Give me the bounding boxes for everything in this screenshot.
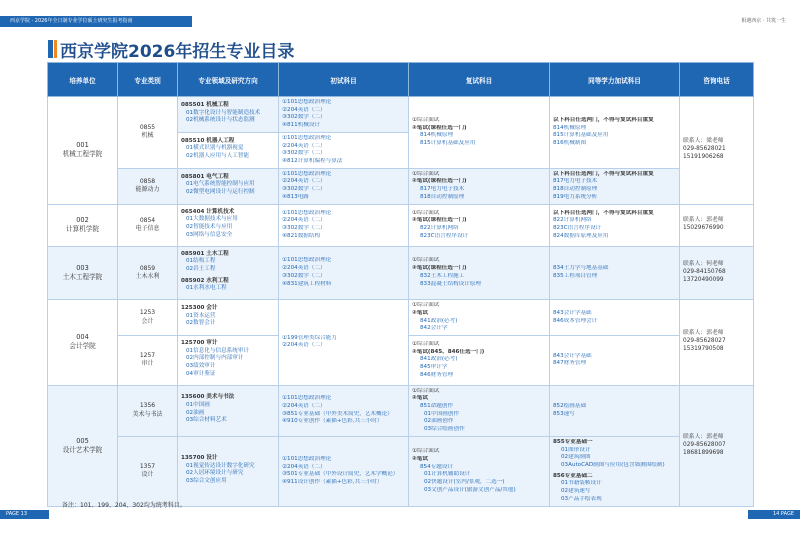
col-header-exam1: 初试科目 — [279, 63, 409, 97]
unit-cell: 002 计算机学院 — [48, 204, 118, 246]
title-accent-orange — [54, 40, 57, 58]
category-cell: 1253 会计 — [118, 300, 178, 336]
exam2-cell: ①综合面试 ②笔试(课程任选一门) 817电力电子技术 818自动控制原理 — [409, 168, 550, 204]
exam2-cell: ①综合面试 ②笔试(845、846任选一门) 841政治(必考) 845审计学 846财务管理 — [409, 335, 550, 385]
table-row — [48, 97, 754, 133]
col-header-contact: 咨询电话 — [680, 63, 754, 97]
equivalent-cell: 以下科目任选两门，不得与复试科目重复 817电力电子技术 818自动控制原理 819电力系统分析 — [550, 168, 680, 204]
exam2-cell: ①综合面试 ②笔试(课程任选一门) 822计算机网络 823C语言程序设计 — [409, 204, 550, 246]
field-cell: 085510 机器人工程 01横式识别与机器视觉 02机器人应用与人工智能 — [178, 132, 279, 168]
exam1-cell: ①101思想政治理论 ②204英语（二） ③851专业基础（中外美术简史，艺术概论） ④910专业创作（素描+色彩,共三小时） — [279, 385, 409, 436]
page-title: 西京学院2026年招生专业目录 — [60, 42, 295, 62]
contact-cell: 联系人：何老师 029-84150768 13720490099 — [680, 246, 754, 300]
contact-cell: 联系人：梁老师 029-85628021 15191906268 — [680, 97, 754, 205]
category-cell: 1356 美术与书法 — [118, 385, 178, 436]
field-cell: 125300 会计 01资本运营 02数智会计 — [178, 300, 279, 336]
table-row — [48, 246, 754, 300]
exam2-cell: ①综合面试 ②笔试(课程任选一门) 814机械原理 815计算机基础及应用 — [409, 97, 550, 169]
col-header-exam2: 复试科目 — [409, 63, 550, 97]
unit-cell: 003 土木工程学院 — [48, 246, 118, 300]
field-cell: 085901 土木工程 01结构工程 02岩土工程 085902 水利工程 01水利水电工程 — [178, 246, 279, 300]
header-left: 西京学院 · 2026年全日制专业学位硕士研究生报考指南 — [0, 16, 192, 27]
exam1-cell: ①101思想政治理论 ②204英语（二） ③302数学（二） ④811机械设计 — [279, 97, 409, 133]
equivalent-cell: 852绘画基础 853速写 — [550, 385, 680, 436]
equivalent-cell: 以下科目任选两门，不得与复试科目重复 822计算机网络 823C语言程序设计 824数据库原理及应用 — [550, 204, 680, 246]
category-cell: 1357 设计 — [118, 436, 178, 506]
exam2-cell: ①综合面试 ②笔试(课程任选一门) 832土木工程施工 833混凝土结构设计原理 — [409, 246, 550, 300]
table-header-row — [48, 63, 754, 97]
unit-cell: 001 机械工程学院 — [48, 97, 118, 205]
unit-cell: 005 设计艺术学院 — [48, 385, 118, 506]
page-number-left: PAGE 13 — [0, 510, 49, 519]
field-cell: 135700 设计 01视觉传达设计数字化研究 02人居环境设计与研究 03综合文创应用 — [178, 436, 279, 506]
contact-cell: 联系人：郭老师 029-85628007 18681899698 — [680, 385, 754, 506]
contact-cell: 联系人：郭老师 029-85628027 15319790508 — [680, 300, 754, 385]
field-cell: 065404 计算机技术 01大数据技术与应用 02智能技术与应用 03网络与信息安全 — [178, 204, 279, 246]
page-number-right: 14 PAGE — [748, 510, 800, 519]
header-right: 相遇西京 · 共筑一生 — [741, 18, 786, 24]
exam2-cell: ①综合面试 ②笔试 854专题设计 01计算机辅助设计 02快题设计(室内/景观，二选一) 03文创产品设计(旅游文创产品/其他) — [409, 436, 550, 506]
equivalent-cell: 855专业基础一 01图形设计 02建筑制图 03AutoCAD制图与应用(包含墙测围绘制) 856专业基础二 01书籍装帧设计 02建筑速写 03产品手绘表现 — [550, 436, 680, 506]
field-cell: 125700 审计 01信息化与信息系统审计 02内部控制与内部审计 03绩效审计 04审计鉴证 — [178, 335, 279, 385]
equivalent-cell: 以下科目任选两门，不得与复试科目重复 814机械原理 815计算机基础及应用 816机械制图 — [550, 97, 680, 169]
col-header-category: 专业类别 — [118, 63, 178, 97]
field-cell: 135600 美术与书法 01中国画 02油画 03综合材料艺术 — [178, 385, 279, 436]
exam1-cell: ①101思想政治理论 ②204英语（二） ③302数学（二） ④812计算机编程与算法 — [279, 132, 409, 168]
table-row — [48, 436, 754, 506]
exam1-cell: ①101思想政治理论 ②204英语（二） ③302数学（二） ④821数据结构 — [279, 204, 409, 246]
exam1-cell: ①101思想政治理论 ②204英语（二） ③302数学（二） ④831建筑工程材料 — [279, 246, 409, 300]
col-header-field: 专业领域及研究方向 — [178, 63, 279, 97]
exam1-cell: ①199管理类综合能力 ②204英语（二） — [279, 300, 409, 385]
unit-cell: 004 会计学院 — [48, 300, 118, 385]
table-row — [48, 300, 754, 336]
contact-cell: 联系人：郭老师 15029676990 — [680, 204, 754, 246]
category-cell: 1257 审计 — [118, 335, 178, 385]
table-row — [48, 168, 754, 204]
equivalent-cell: 843会计学基础 847财务管理 — [550, 335, 680, 385]
col-header-unit: 培养单位 — [48, 63, 118, 97]
exam2-cell: ①综合面试 ②笔试 841政治(必考) 842会计学 — [409, 300, 550, 336]
title-accent-blue — [48, 40, 53, 58]
equivalent-cell: 843会计学基础 846成本管理会计 — [550, 300, 680, 336]
exam2-cell: ①综合面试 ②笔试 851命题创作 01中国画创作 02油画创作 03综合绘画创作 — [409, 385, 550, 436]
footnote: 备注：101、199、204、302均为统考科目。 — [62, 502, 186, 509]
category-cell: 0855 机械 — [118, 97, 178, 169]
table-row — [48, 204, 754, 246]
equivalent-cell: 834土力学与地基基础 835工程项目管理 — [550, 246, 680, 300]
exam1-cell: ①101思想政治理论 ②204英语（二） ③302数学（二） ④813电路 — [279, 168, 409, 204]
category-cell: 0859 土木水利 — [118, 246, 178, 300]
field-cell: 085801 电气工程 01电气系统智能控制与应用 02微型电网设计与运行控制 — [178, 168, 279, 204]
table-row — [48, 385, 754, 436]
category-cell: 0858 能源动力 — [118, 168, 178, 204]
exam1-cell: ①101思想政治理论 ②204英语（二） ③501专业基础（中外设计简史，艺术学概论） ④911设计创作（素描+色彩,共三小时） — [279, 436, 409, 506]
category-cell: 0854 电子信息 — [118, 204, 178, 246]
catalog-table — [47, 62, 754, 507]
col-header-equivalent: 同等学力加试科目 — [550, 63, 680, 97]
field-cell: 085501 机械工程 01数字化设计与智能制造技术 02机械系统设计与状态监测 — [178, 97, 279, 133]
